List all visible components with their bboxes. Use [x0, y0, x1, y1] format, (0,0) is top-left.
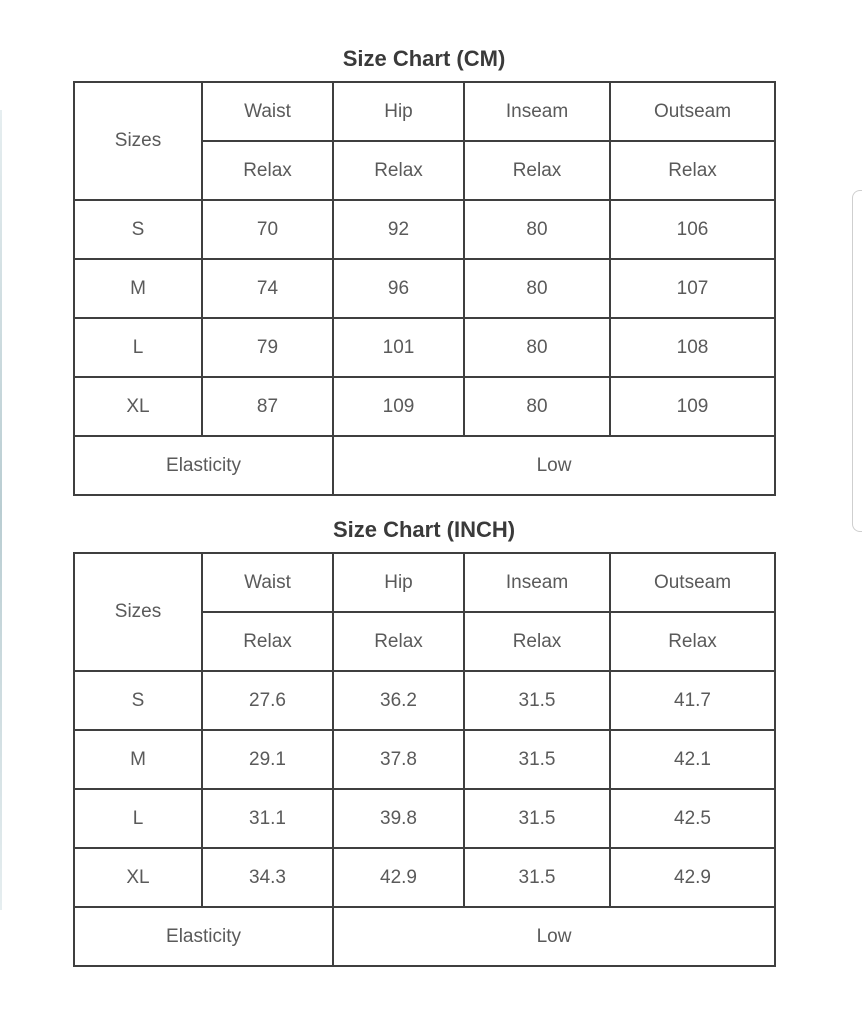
- fit-label: Relax: [610, 612, 775, 671]
- table-cell: 29.1: [202, 730, 333, 789]
- size-label: M: [74, 730, 202, 789]
- size-label: M: [74, 259, 202, 318]
- fit-label: Relax: [202, 612, 333, 671]
- fit-label: Relax: [610, 141, 775, 200]
- table-cell: 42.9: [610, 848, 775, 907]
- table-cell: 31.5: [464, 730, 610, 789]
- table-cell: 31.5: [464, 848, 610, 907]
- table-cell: 27.6: [202, 671, 333, 730]
- sizes-header: Sizes: [74, 553, 202, 671]
- header-row: [74, 553, 775, 612]
- size-table-inch: [73, 552, 776, 967]
- elasticity-label: Elasticity: [74, 436, 333, 495]
- size-table-cm: [73, 81, 776, 496]
- fit-label: Relax: [333, 141, 464, 200]
- size-label: XL: [74, 377, 202, 436]
- size-label: L: [74, 318, 202, 377]
- table-cell: 109: [333, 377, 464, 436]
- table-row: [74, 259, 775, 318]
- table-cell: 39.8: [333, 789, 464, 848]
- elasticity-value: Low: [333, 907, 775, 966]
- table-cell: 42.5: [610, 789, 775, 848]
- elasticity-row: [74, 907, 775, 966]
- column-header-inseam: Inseam: [464, 553, 610, 612]
- table-row: [74, 200, 775, 259]
- table-cell: 101: [333, 318, 464, 377]
- chart-title-cm: Size Chart (CM): [342, 46, 506, 71]
- table-row: [74, 377, 775, 436]
- table-cell: 106: [610, 200, 775, 259]
- table-row: [74, 671, 775, 730]
- header-row: [74, 82, 775, 141]
- size-label: S: [74, 671, 202, 730]
- size-label: XL: [74, 848, 202, 907]
- table-cell: 42.9: [333, 848, 464, 907]
- table-cell: 109: [610, 377, 775, 436]
- size-label: S: [74, 200, 202, 259]
- table-row: [74, 318, 775, 377]
- column-header-waist: Waist: [202, 82, 333, 141]
- table-cell: 37.8: [333, 730, 464, 789]
- column-header-waist: Waist: [202, 553, 333, 612]
- table-row: [74, 789, 775, 848]
- column-header-hip: Hip: [333, 82, 464, 141]
- table-cell: 31.1: [202, 789, 333, 848]
- table-cell: 107: [610, 259, 775, 318]
- fit-label: Relax: [333, 612, 464, 671]
- table-cell: 79: [202, 318, 333, 377]
- side-panel-tab[interactable]: [852, 190, 862, 532]
- table-row: [74, 730, 775, 789]
- sizes-header: Sizes: [74, 82, 202, 200]
- table-cell: 80: [464, 200, 610, 259]
- table-cell: 34.3: [202, 848, 333, 907]
- fit-label: Relax: [202, 141, 333, 200]
- table-cell: 36.2: [333, 671, 464, 730]
- table-cell: 41.7: [610, 671, 775, 730]
- column-header-outseam: Outseam: [610, 82, 775, 141]
- fit-label: Relax: [464, 141, 610, 200]
- table-cell: 70: [202, 200, 333, 259]
- table-cell: 31.5: [464, 789, 610, 848]
- table-cell: 42.1: [610, 730, 775, 789]
- size-label: L: [74, 789, 202, 848]
- elasticity-label: Elasticity: [74, 907, 333, 966]
- column-header-inseam: Inseam: [464, 82, 610, 141]
- left-edge-strip: [0, 110, 2, 910]
- table-cell: 96: [333, 259, 464, 318]
- table-cell: 108: [610, 318, 775, 377]
- elasticity-value: Low: [333, 436, 775, 495]
- table-cell: 80: [464, 318, 610, 377]
- table-cell: 87: [202, 377, 333, 436]
- table-cell: 80: [464, 259, 610, 318]
- table-cell: 92: [333, 200, 464, 259]
- chart-title-inch: Size Chart (INCH): [332, 517, 516, 542]
- table-row: [74, 848, 775, 907]
- column-header-outseam: Outseam: [610, 553, 775, 612]
- table-cell: 74: [202, 259, 333, 318]
- fit-label: Relax: [464, 612, 610, 671]
- elasticity-row: [74, 436, 775, 495]
- column-header-hip: Hip: [333, 553, 464, 612]
- table-cell: 31.5: [464, 671, 610, 730]
- table-cell: 80: [464, 377, 610, 436]
